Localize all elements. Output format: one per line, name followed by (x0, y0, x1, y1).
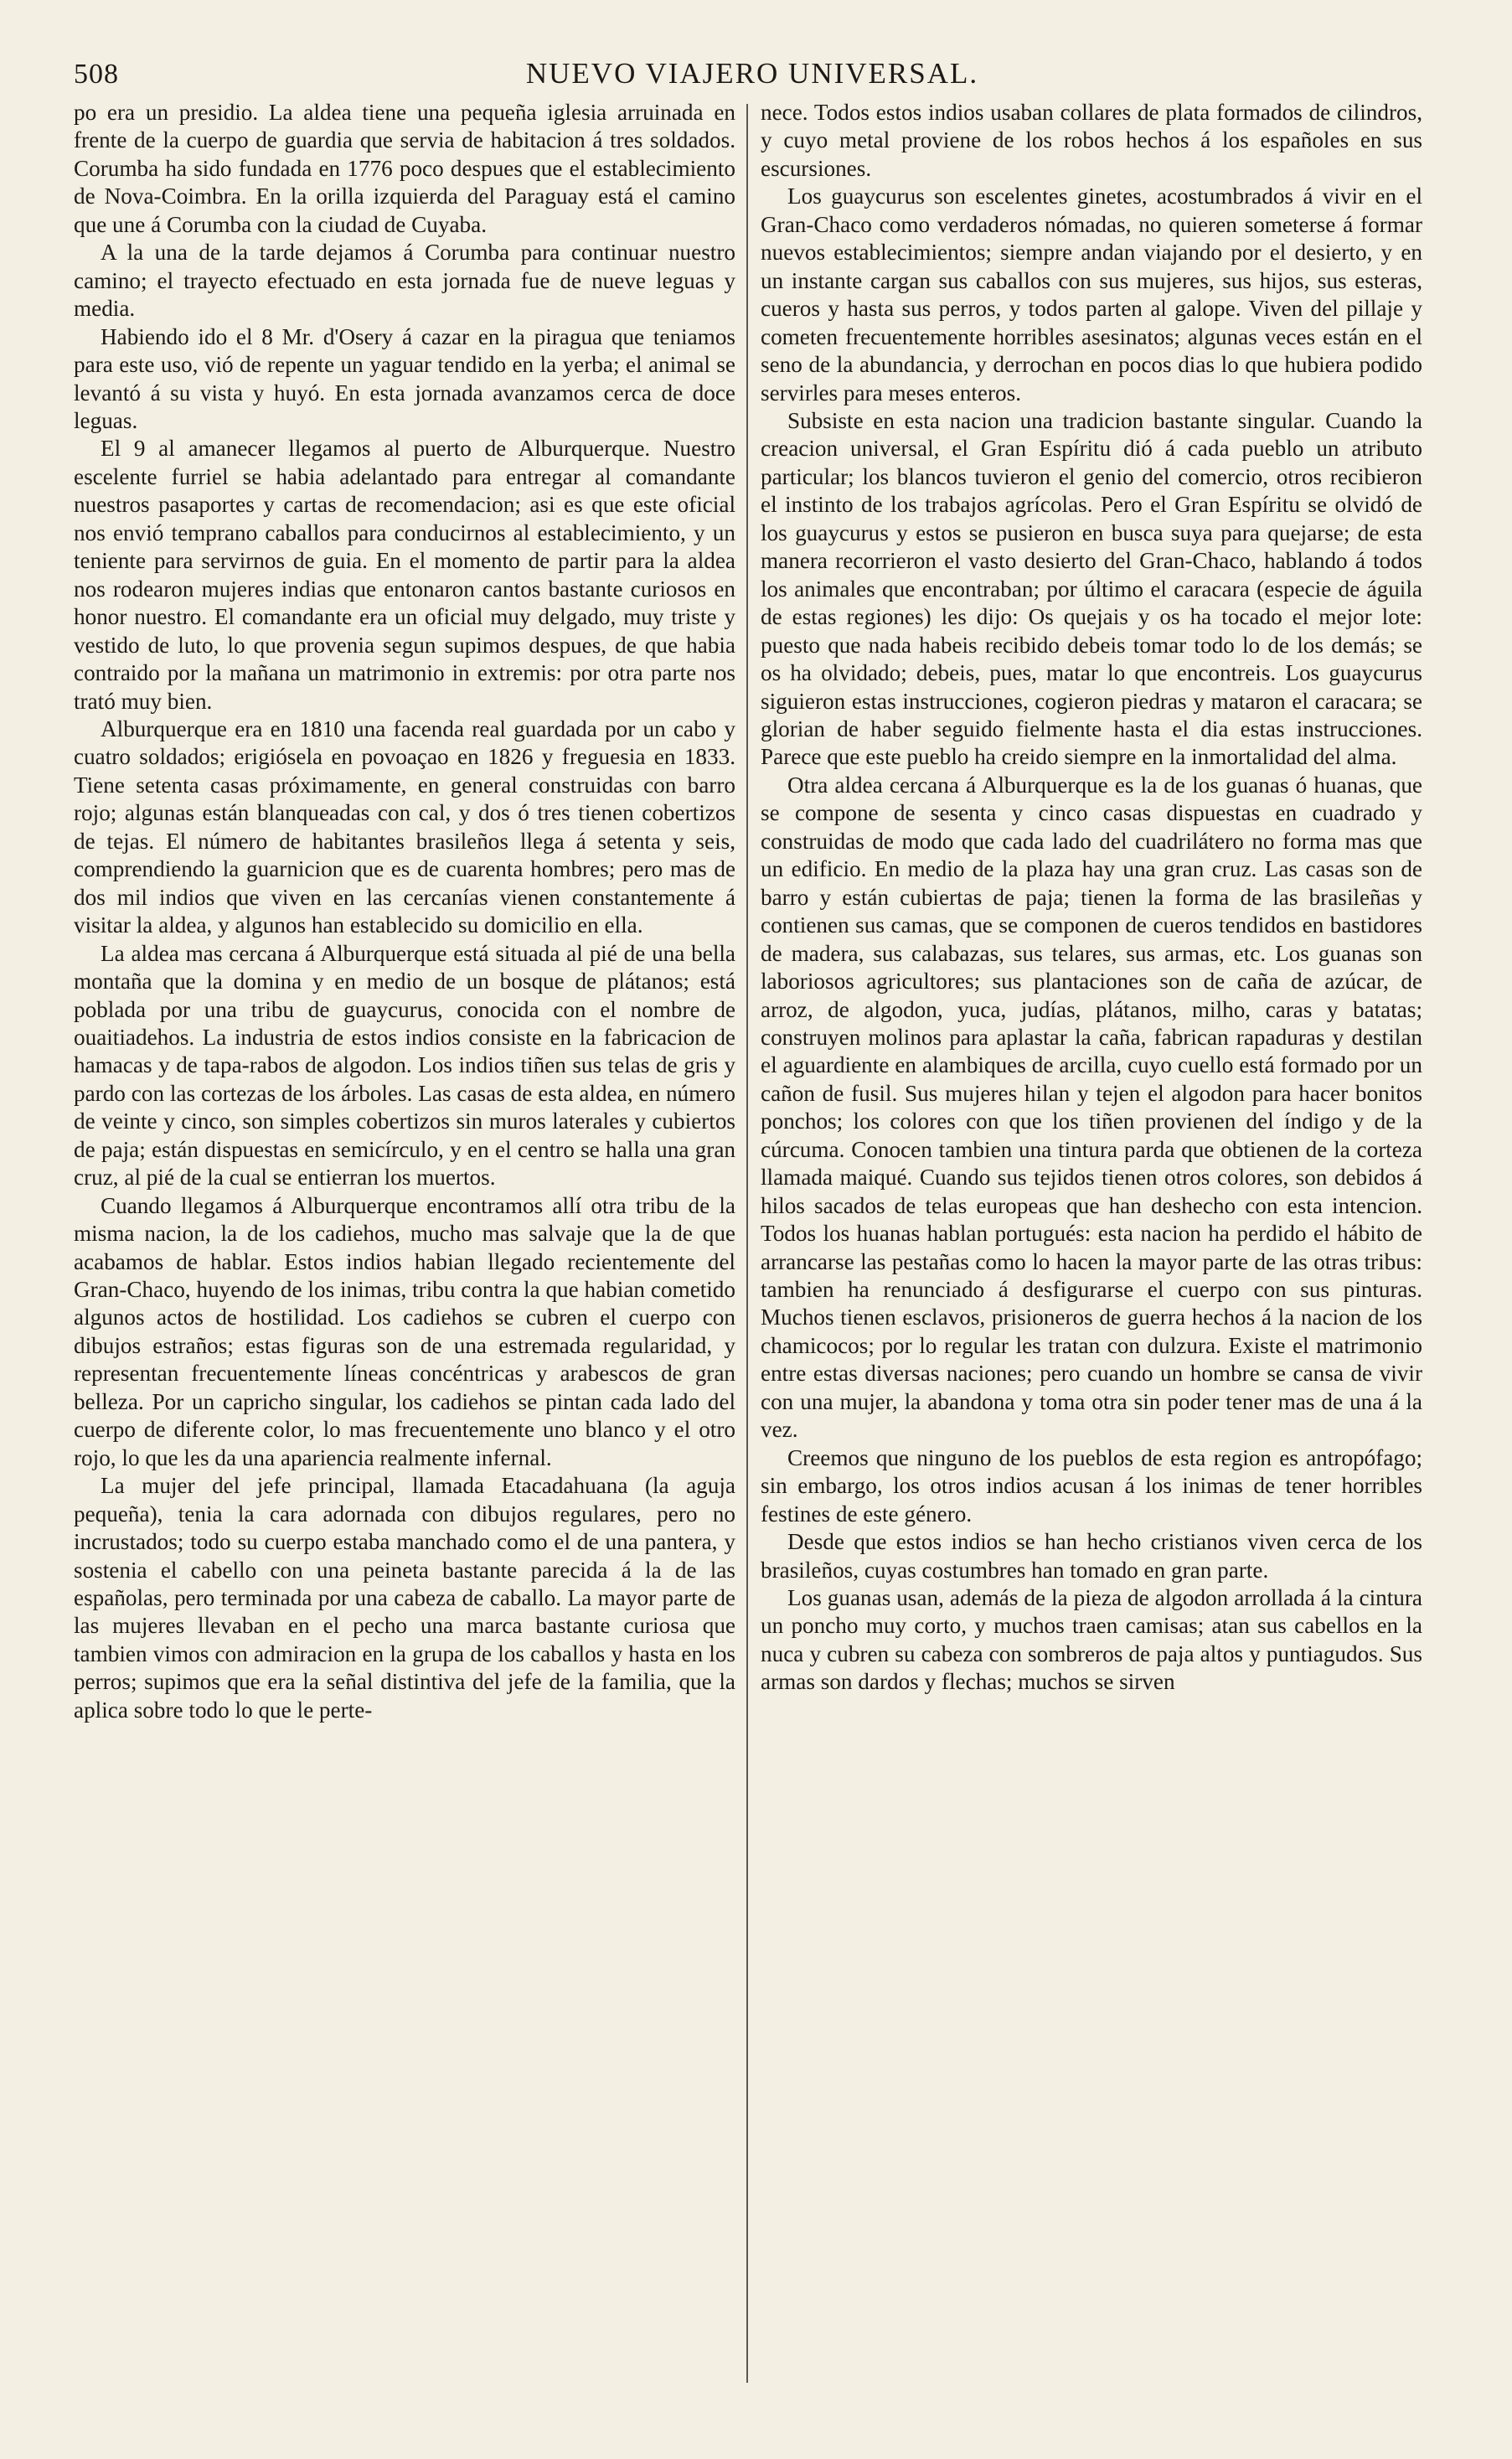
paragraph: El 9 al amanecer llegamos al puerto de Alburquerque. Nuestro escelente furriel se habia adelantado para entregar al comandante nuestros pasaportes y cartas de recomendacion; asi es que este oficial nos envió temprano caballos para conducirnos al establecimiento, y un teniente para servirnos de guia. En el momento de partir para la aldea nos rodearon mujeres indias que entonaron cantos bastante curiosos en honor nuestro. El comandante era un oficial muy delgado, muy triste y vestido de luto, lo que provenia segun supimos despues, de que habia contraido por la mañana un matrimonio in extremis: por otra parte nos trató muy bien. (74, 436, 735, 714)
paragraph: Desde que estos indios se han hecho cristianos viven cerca de los brasileños, cuyas costumbres han tomado en gran parte. (761, 1529, 1422, 1583)
left-column (74, 99, 735, 2390)
book-page (74, 52, 1431, 2431)
paragraph: Los guanas usan, además de la pieza de algodon arrollada á la cintura un poncho muy corto, y muchos traen camisas; atan sus cabellos en la nuca y cubren su cabeza con sombreros de paja altos y puntiagudos. Sus armas son dardos y flechas; muchos se sirven (761, 1585, 1422, 1695)
paragraph: po era un presidio. La aldea tiene una pequeña iglesia arruinada en frente de la cuerpo de guardia que servia de habitacion á tres soldados. Corumba ha sido fundada en 1776 poco despues que el establecimiento de Nova-Coimbra. En la orilla izquierda del Paraguay está el camino que une á Corumba con la ciudad de Cuyaba. (74, 100, 735, 237)
paragraph: Subsiste en esta nacion una tradicion bastante singular. Cuando la creacion universal, el Gran Espíritu dió á cada pueblo un atributo particular; los blancos tuvieron el genio del comercio, otros recibieron el instinto de los trabajos agrícolas. Pero el Gran Espíritu se olvidó de los guaycurus y estos se pusieron en busca suya para quejarse; de esta manera recorrieron el vasto desierto del Gran-Chaco, hablando á todos los animales que encontraban; por último el caracara (especie de águila de estas regiones) les dijo: Os quejais y os ha tocado el mejor lote: puesto que nada habeis recibido debeis tomar todo lo de los demás; se os ha olvidado; debeis, pues, matar lo que encontreis. Los guaycurus siguieron estas instrucciones, cogieron piedras y mataron el caracara; se glorian de haber seguido fielmente hasta el dia estas instrucciones. Parece que este pueblo ha creido siempre en la inmortalidad del alma. (761, 407, 1422, 770)
paragraph: Habiendo ido el 8 Mr. d'Osery á cazar en la piragua que teniamos para este uso, vió de repente un yaguar tendido en la yerba; el animal se levantó á su vista y huyó. En esta jornada avanzamos cerca de doce leguas. (74, 323, 735, 433)
paragraph: A la una de la tarde dejamos á Corumba para continuar nuestro camino; el trayecto efectuado en esta jornada fue de nueve leguas y media. (74, 240, 735, 322)
column-divider (746, 104, 748, 2383)
running-title: NUEVO VIAJERO UNIVERSAL. (525, 57, 979, 90)
page-number: 508 (74, 59, 119, 90)
paragraph: La aldea mas cercana á Alburquerque está situada al pié de una bella montaña que la domina y en medio de un bosque de plátanos; está poblada por una tribu de guaycurus, conocida con el nombre de ouaitiadehos. La industria de estos indios consiste en la fabricacion de hamacas y de tapa-rabos de algodon. Los indios tiñen sus telas de gris y pardo con las cortezas de los árboles. Las casas de esta aldea, en número de veinte y cinco, son simples cobertizos sin muros laterales y cubiertos de paja; están dispuestas en semicírculo, y en el centro se halla una gran cruz, al pié de la cual se entierran los muertos. (74, 940, 735, 1191)
paragraph: La mujer del jefe principal, llamada Etacadahuana (la aguja pequeña), tenia la cara adornada con dibujos regulares, pero no incrustados; todo su cuerpo estaba manchado como el de una pantera, y sostenia el cabello con una peineta bastante parecida á la de las españolas, pero terminada por una cabeza de caballo. La mayor parte de las mujeres llevaban en el pecho una marca bastante curiosa que tambien vimos con admiracion en la grupa de los caballos y hasta en los perros; supimos que era la señal distintiva del jefe de la familia, que la aplica sobre todo lo que le perte- (74, 1473, 735, 1723)
paragraph: nece. Todos estos indios usaban collares de plata formados de cilindros, y cuyo metal proviene de los robos hechos á los españoles en sus escursiones. (761, 100, 1422, 181)
paragraph: Cuando llegamos á Alburquerque encontramos allí otra tribu de la misma nacion, la de los cadiehos, mucho mas salvaje que la de que acabamos de hablar. Estos indios habian llegado recientemente del Gran-Chaco, huyendo de los inimas, tribu contra la que habian cometido algunos actos de hostilidad. Los cadiehos se cubren el cuerpo con dibujos estraños; estas figuras son de una estremada regularidad, y representan frecuentemente líneas concéntricas y arabescos de gran belleza. Por un capricho singular, los cadiehos se pintan cada lado del cuerpo de diferente color, lo mas frecuentemente uno blanco y el otro rojo, lo que les da una apariencia realmente infernal. (74, 1192, 735, 1470)
text-columns (74, 99, 1431, 2390)
paragraph: Los guaycurus son escelentes ginetes, acostumbrados á vivir en el Gran-Chaco como verdaderos nómadas, no quieren someterse á formar nuevos establecimientos; siempre andan viajando por el desierto, y en un instante cargan sus caballos con sus mujeres, sus hijos, sus esteras, cueros y hasta sus perros, y todos parten al galope. Viven del pillaje y cometen frecuentemente horribles asesinatos; algunas veces están en el seno de la abundancia, y derrochan en pocos dias lo que hubiera podido servirles para meses enteros. (761, 183, 1422, 406)
right-column (761, 99, 1422, 2390)
paragraph: Creemos que ninguno de los pueblos de esta region es antropófago; sin embargo, los otros indios acusan á los inimas de tener horribles festines de este género. (761, 1444, 1422, 1527)
paragraph: Alburquerque era en 1810 una facenda real guardada por un cabo y cuatro soldados; erigiósela en povoaçao en 1826 y freguesia en 1833. Tiene setenta casas próximamente, en general construidas con barro rojo; algunas están blanqueadas con cal, y dos ó tres tienen cobertizos de tejas. El número de habitantes brasileños llega á setenta y seis, comprendiendo la guarnicion que es de cuarenta hombres; pero mas de dos mil indios que viven en las cercanías vienen constantemente á visitar la aldea, y algunos han establecido su domicilio en ella. (74, 715, 735, 938)
page-header (74, 52, 1431, 97)
paragraph: Otra aldea cercana á Alburquerque es la de los guanas ó huanas, que se compone de sesenta y cinco casas dispuestas en cuadrado y construidas de modo que cada lado del cuadrilátero no forma mas que un edificio. En medio de la plaza hay una gran cruz. Las casas son de barro y están cubiertas de paja; tienen la forma de las brasileñas y contienen sus camas, que se componen de cueros tendidos en bastidores de madera, sus calabazas, sus telares, sus armas, etc. Los guanas son laboriosos agricultores; sus plantaciones son de caña de azúcar, de arroz, de algodon, yuca, judías, plátanos, milho, caras y batatas; construyen molinos para aplastar la caña, fabrican rapaduras y destilan el aguardiente en alambiques de arcilla, cuyo cuello está formado por un cañon de fusil. Sus mujeres hilan y tejen el algodon para hacer bonitos ponchos; los colores con que los tiñen provienen del índigo y de la cúrcuma. Conocen tambien una tintura parda que obtienen de la corteza llamada maiqué. Cuando sus tejidos tienen otros colores, son debidos á hilos sacados de telas europeas que han deshecho con esta intencion. Todos los huanas hablan portugués: esta nacion ha perdido el hábito de arrancarse las pestañas como lo hacen la mayor parte de las otras tribus: tambien ha renunciado á desfigurarse el cuerpo con sus pinturas. Muchos tienen esclavos, prisioneros de guerra hechos á la nacion de los chamicocos; por lo regular les tratan con dulzura. Existe el matrimonio entre estas diversas naciones; pero cuando un hombre se cansa de vivir con una mujer, la abandona y toma otra sin poder tener mas de una á la vez. (761, 772, 1422, 1443)
